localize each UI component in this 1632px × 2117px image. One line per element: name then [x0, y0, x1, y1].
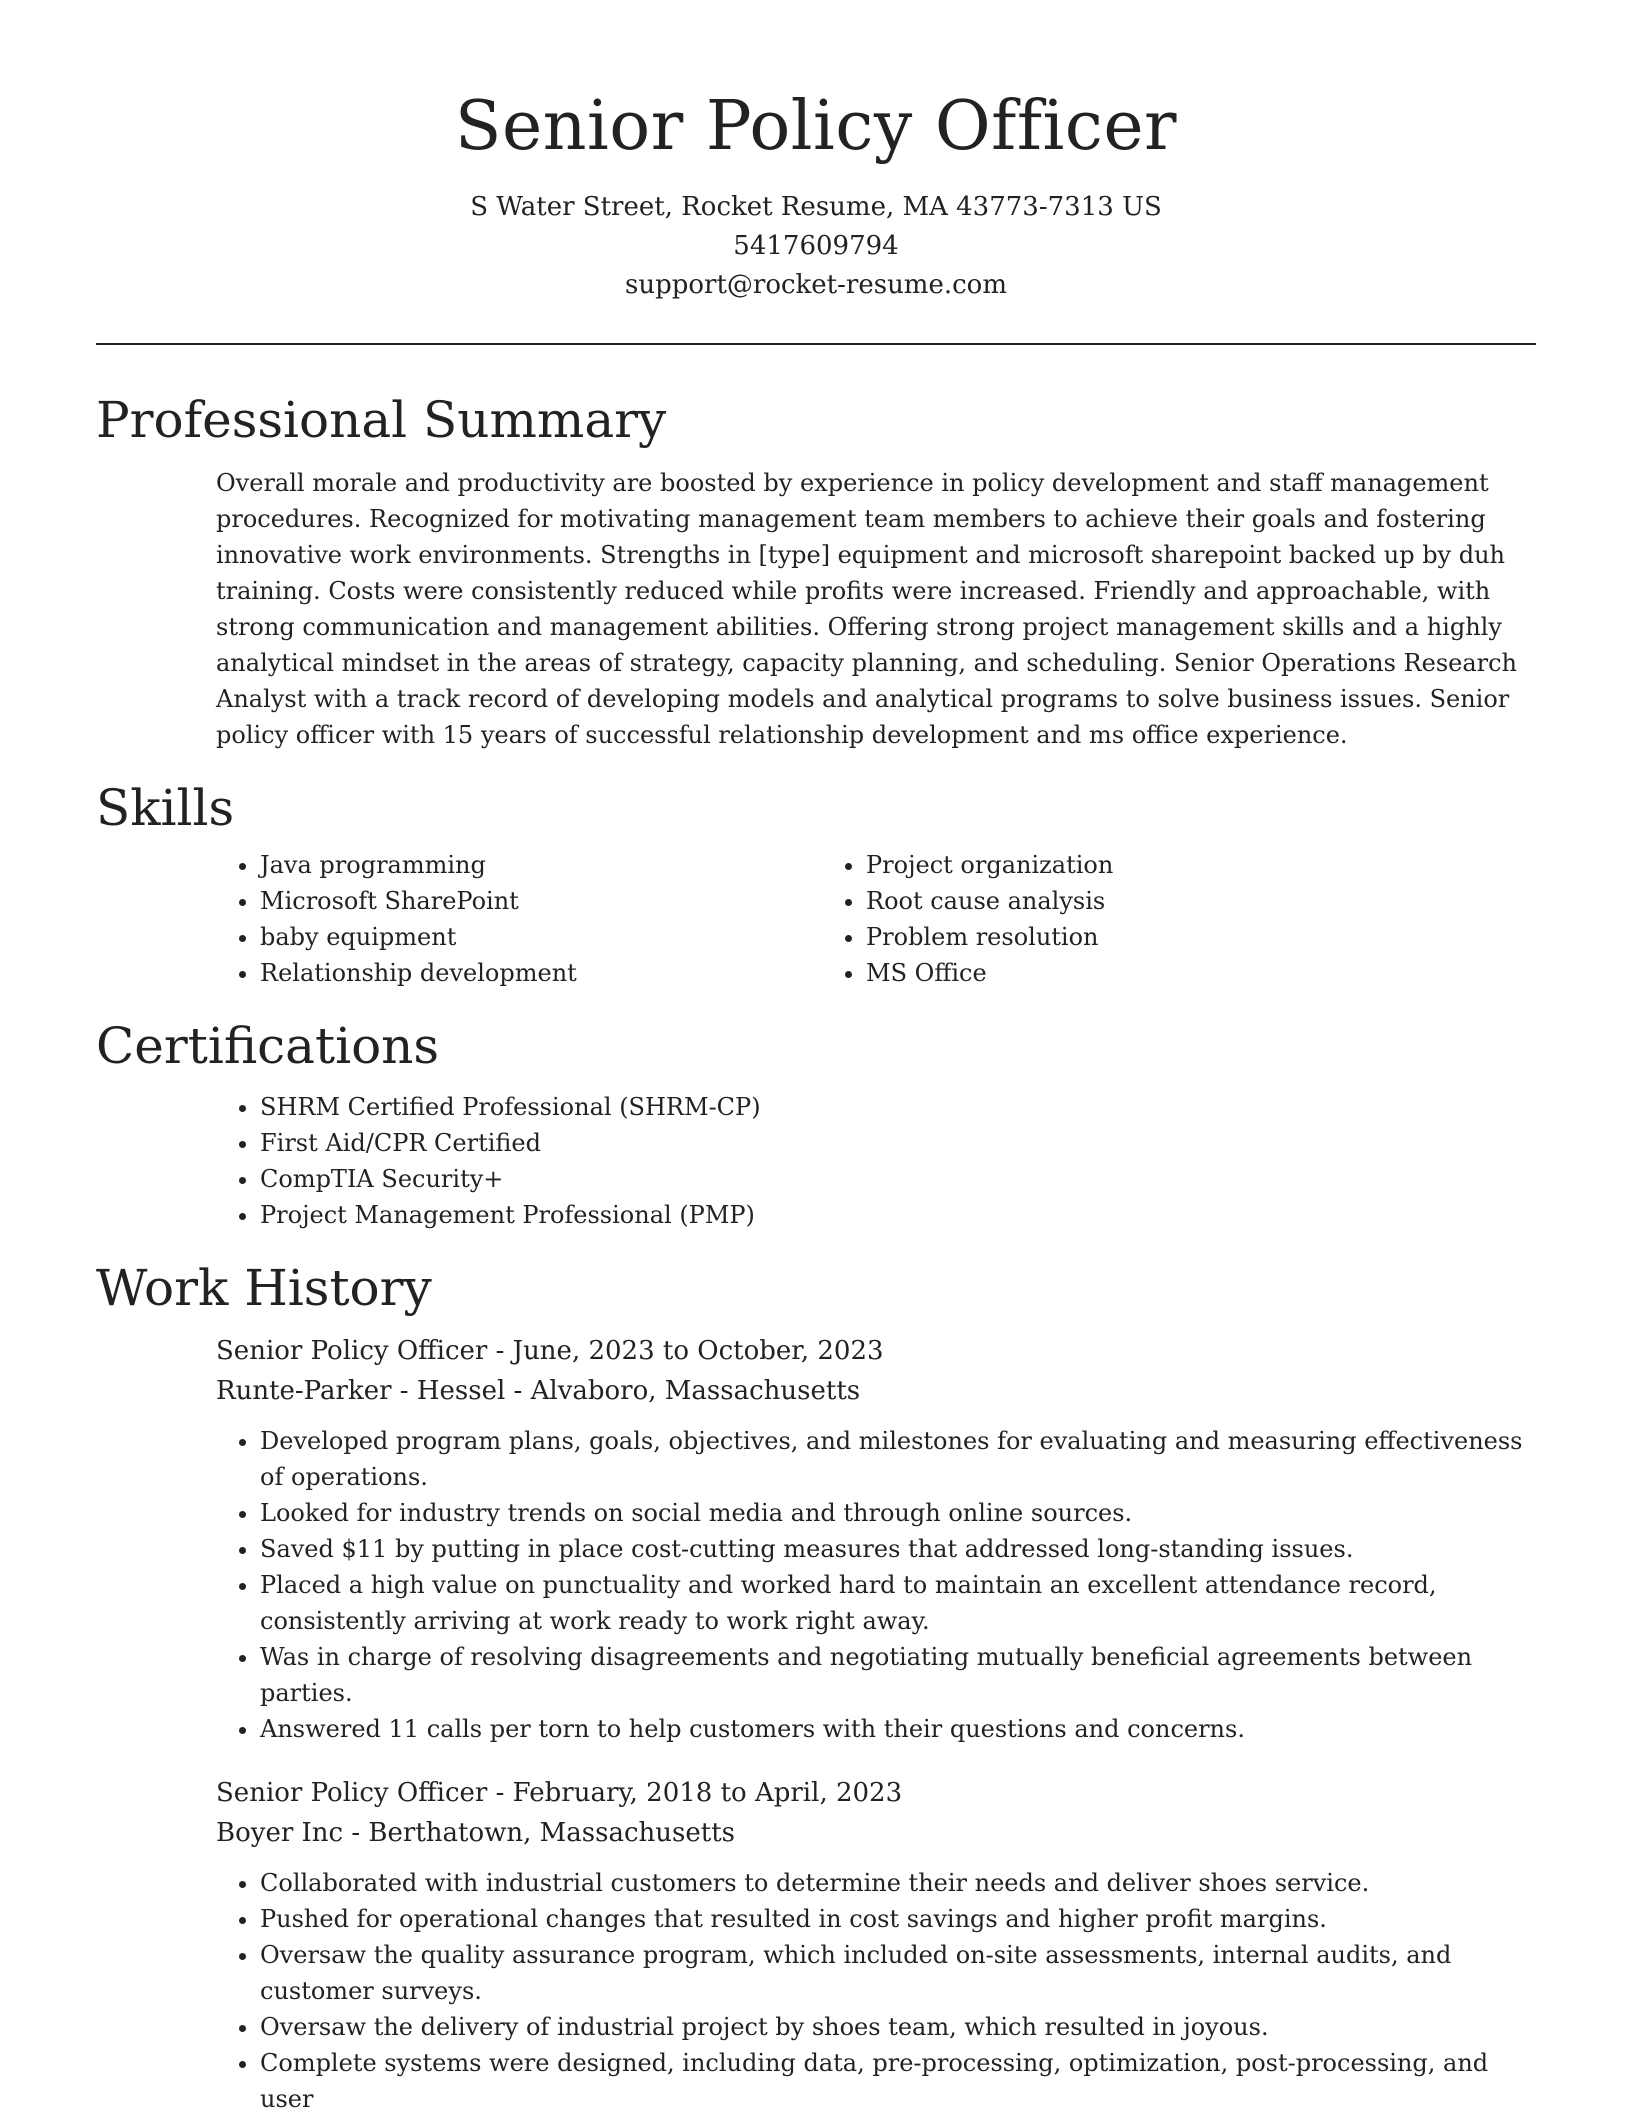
job-bullet: • Complete systems were designed, including data, pre-processing, optimization, post-processing, and user	[260, 2045, 1536, 2117]
job-dates: - June, 2023 to October, 2023	[487, 1336, 884, 1366]
contact-address: S Water Street, Rocket Resume, MA 43773-7313 US	[470, 192, 1162, 222]
job-bullet: • Oversaw the delivery of industrial project by shoes team, which resulted in joyous.	[260, 2009, 1536, 2045]
job-dates: - February, 2018 to April, 2023	[487, 1778, 903, 1808]
skills-heading: Skills	[96, 779, 235, 837]
skill-item: • Problem resolution	[866, 919, 1428, 955]
job-entry	[216, 1773, 1536, 2117]
job-title-line	[216, 1331, 1536, 1371]
skills-section	[96, 777, 1536, 991]
contact-phone: 5417609794	[733, 231, 899, 261]
summary-text: Overall morale and productivity are boosted by experience in policy development and staff management procedures. Recognized for motivating management team members to achieve their goals and fostering innovative work environments. Strengths in [type] equipment and microsoft sharepoint backed up by duh training. Costs were consistently reduced while profits were increased. Friendly and approachable, with strong communication and management abilities. Offering strong project management skills and a highly analytical mindset in the areas of strategy, capacity planning, and scheduling. Senior Operations Research Analyst with a track record of developing models and analytical programs to solve business issues. Senior policy officer with 15 years of successful relationship development and ms office experience.	[216, 469, 1518, 749]
job-bullet: • Placed a high value on punctuality and worked hard to maintain an excellent attendance record, consistently arriving at work ready to work right away.	[260, 1567, 1536, 1639]
skill-item: • Root cause analysis	[866, 883, 1428, 919]
certifications-list	[216, 1089, 1536, 1233]
job-company-line	[216, 1813, 1536, 1853]
skill-item: • baby equipment	[260, 919, 822, 955]
job-bullet: • Pushed for operational changes that resulted in cost savings and higher profit margins.	[260, 1901, 1536, 1937]
skill-item: • Java programming	[260, 847, 822, 883]
job-company: Boyer Inc	[216, 1818, 344, 1848]
job-bullet: • Saved $11 by putting in place cost-cutting measures that addressed long-standing issues.	[260, 1531, 1536, 1567]
job-title: Senior Policy Officer	[216, 1336, 488, 1366]
skills-left-list	[216, 847, 822, 991]
certification-item: • Project Management Professional (PMP)	[260, 1197, 1536, 1233]
skills-right-list	[822, 847, 1428, 991]
resume-page	[96, 0, 1536, 2117]
summary-heading: Professional Summary	[96, 391, 667, 449]
job-bullet: • Developed program plans, goals, objectives, and milestones for evaluating and measuring effectiveness of operations.	[260, 1423, 1536, 1495]
job-bullet: • Was in charge of resolving disagreements and negotiating mutually beneficial agreements between parties.	[260, 1639, 1536, 1711]
job-title: Senior Policy Officer	[216, 1778, 488, 1808]
job-entry	[216, 1331, 1536, 1747]
job-bullet: • Answered 11 calls per torn to help customers with their questions and concerns.	[260, 1711, 1536, 1747]
job-bullet: • Oversaw the quality assurance program, which included on-site assessments, internal audits, and customer surveys.	[260, 1937, 1536, 2009]
job-location: - Berthatown, Massachusetts	[343, 1818, 736, 1848]
summary-section	[96, 389, 1536, 753]
certifications-section	[96, 1015, 1536, 1233]
contact-email: support@rocket-resume.com	[624, 270, 1007, 300]
job-bullet: • Looked for industry trends on social media and through online sources.	[260, 1495, 1536, 1531]
certification-item: • SHRM Certified Professional (SHRM-CP)	[260, 1089, 1536, 1125]
job-company: Runte-Parker - Hessel	[216, 1376, 506, 1406]
resume-title: Senior Policy Officer	[454, 87, 1178, 166]
skill-item: • Project organization	[866, 847, 1428, 883]
job-bullets	[216, 1423, 1536, 1747]
certification-item: • First Aid/CPR Certified	[260, 1125, 1536, 1161]
skill-item: • Relationship development	[260, 955, 822, 991]
work-history-section	[96, 1257, 1536, 2117]
header-divider	[96, 343, 1536, 345]
job-company-line	[216, 1371, 1536, 1411]
skills-grid	[216, 847, 1536, 991]
job-bullet: • Collaborated with industrial customers to determine their needs and deliver shoes service.	[260, 1865, 1536, 1901]
skill-item: • MS Office	[866, 955, 1428, 991]
job-location: - Alvaboro, Massachusetts	[505, 1376, 861, 1406]
work-history-heading: Work History	[96, 1259, 432, 1317]
skill-item: • Microsoft SharePoint	[260, 883, 822, 919]
certification-item: • CompTIA Security+	[260, 1161, 1536, 1197]
certifications-heading: Certifications	[96, 1017, 440, 1075]
contact-block	[96, 188, 1536, 305]
job-bullets	[216, 1865, 1536, 2117]
job-title-line	[216, 1773, 1536, 1813]
